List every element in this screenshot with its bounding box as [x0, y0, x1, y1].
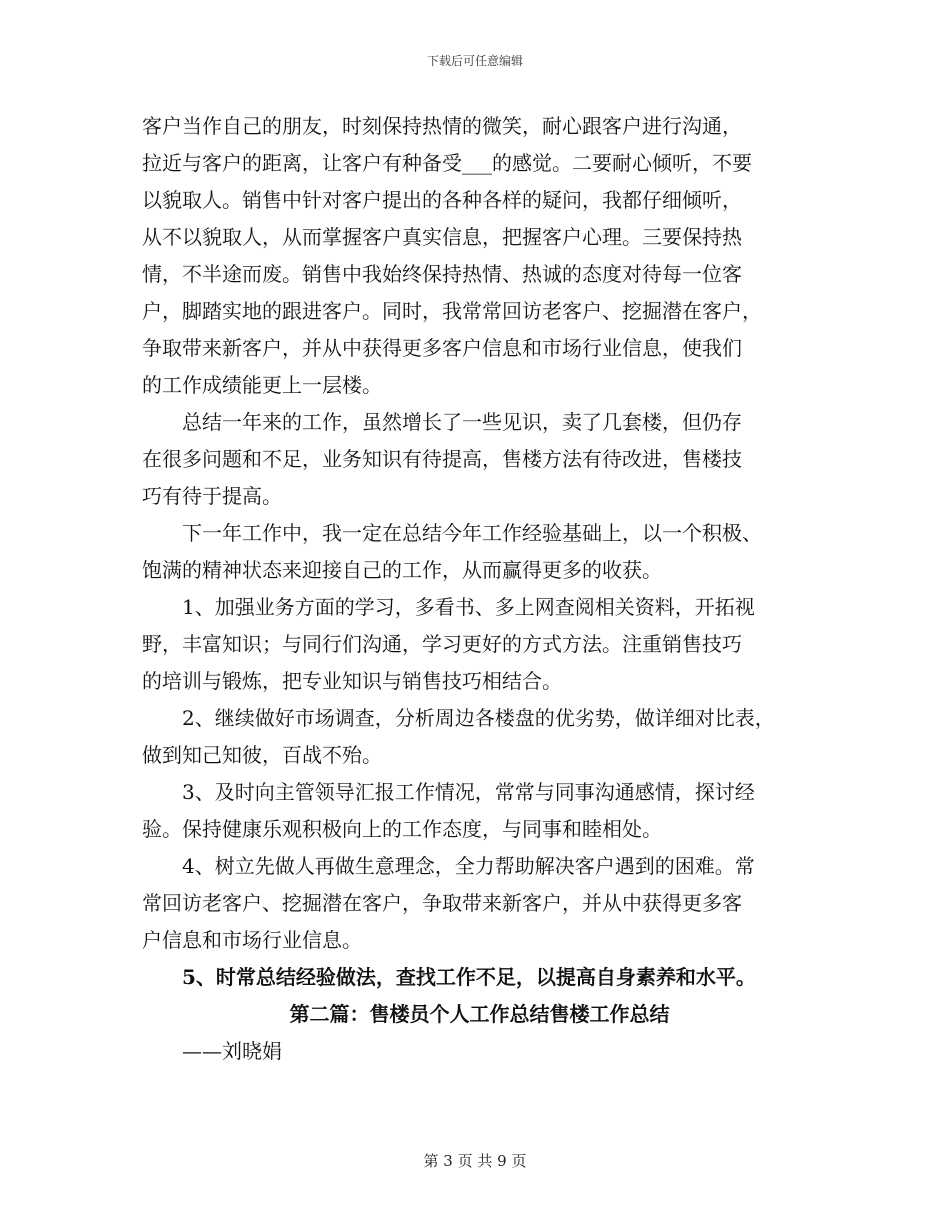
body-line: 以貌取人。销售中针对客户提出的各种各样的疑问，我都仔细倾听， [142, 188, 742, 212]
section-title: 第二篇：售楼员个人工作总结售楼工作总结 [289, 1002, 670, 1026]
body-line: 情，不半途而废。销售中我始终保持热情、热诚的态度对待每一位客 [142, 262, 742, 286]
page-header: 下载后可任意编辑 [426, 54, 523, 68]
body-line: 总结一年来的工作，虽然增长了一些见识，卖了几套楼，但仍存 [142, 410, 742, 434]
body-line: 饱满的精神状态来迎接自己的工作，从而赢得更多的收获。 [142, 558, 662, 582]
body-line: 户信息和市场行业信息。 [142, 928, 362, 952]
author-line: ——刘晓娟 [142, 1039, 282, 1063]
body-line: 3、及时向主管领导汇报工作情况，常常与同事沟通感情，探讨经 [142, 780, 755, 804]
body-line: 验。保持健康乐观积极向上的工作态度，与同事和睦相处。 [142, 817, 662, 841]
body-line: 4、树立先做人再做生意理念，全力帮助解决客户遇到的困难。常 [142, 854, 755, 878]
body-line: 拉近与客户的距离，让客户有种备受___的感觉。二要耐心倾听，不要 [142, 151, 752, 175]
body-line: 的培训与锻炼，把专业知识与销售技巧相结合。 [142, 669, 562, 693]
page-footer: 第 3 页 共 9 页 [423, 1152, 527, 1170]
body-line: 巧有待于提高。 [142, 484, 282, 508]
body-line: 下一年工作中，我一定在总结今年工作经验基础上，以一个积极、 [142, 521, 762, 545]
body-line: 1、加强业务方面的学习，多看书、多上网查阅相关资料，开拓视 [142, 595, 755, 619]
body-line: 从不以貌取人，从而掌握客户真实信息，把握客户心理。三要保持热 [142, 225, 742, 249]
body-line: 的工作成绩能更上一层楼。 [142, 373, 382, 397]
body-line: 做到知己知彼，百战不殆。 [142, 743, 382, 767]
body-line: 常回访老客户、挖掘潜在客户，争取带来新客户，并从中获得更多客 [142, 891, 742, 915]
body-line: 在很多问题和不足，业务知识有待提高，售楼方法有待改进，售楼技 [142, 447, 742, 471]
body-line: 客户当作自己的朋友，时刻保持热情的微笑，耐心跟客户进行沟通， [142, 114, 742, 138]
body-line: 户，脚踏实地的跟进客户。同时，我常常回访老客户、挖掘潜在客户， [142, 299, 762, 323]
body-line: 野，丰富知识；与同行们沟通，学习更好的方式方法。注重销售技巧 [142, 632, 742, 656]
body-line: 2、继续做好市场调查，分析周边各楼盘的优劣势，做详细对比表， [142, 706, 775, 730]
document-body [142, 108, 817, 1070]
bold-summary-line: 5、时常总结经验做法，查找工作不足，以提高自身素养和水平。 [142, 965, 756, 989]
body-line: 争取带来新客户，并从中获得更多客户信息和市场行业信息，使我们 [142, 336, 742, 360]
